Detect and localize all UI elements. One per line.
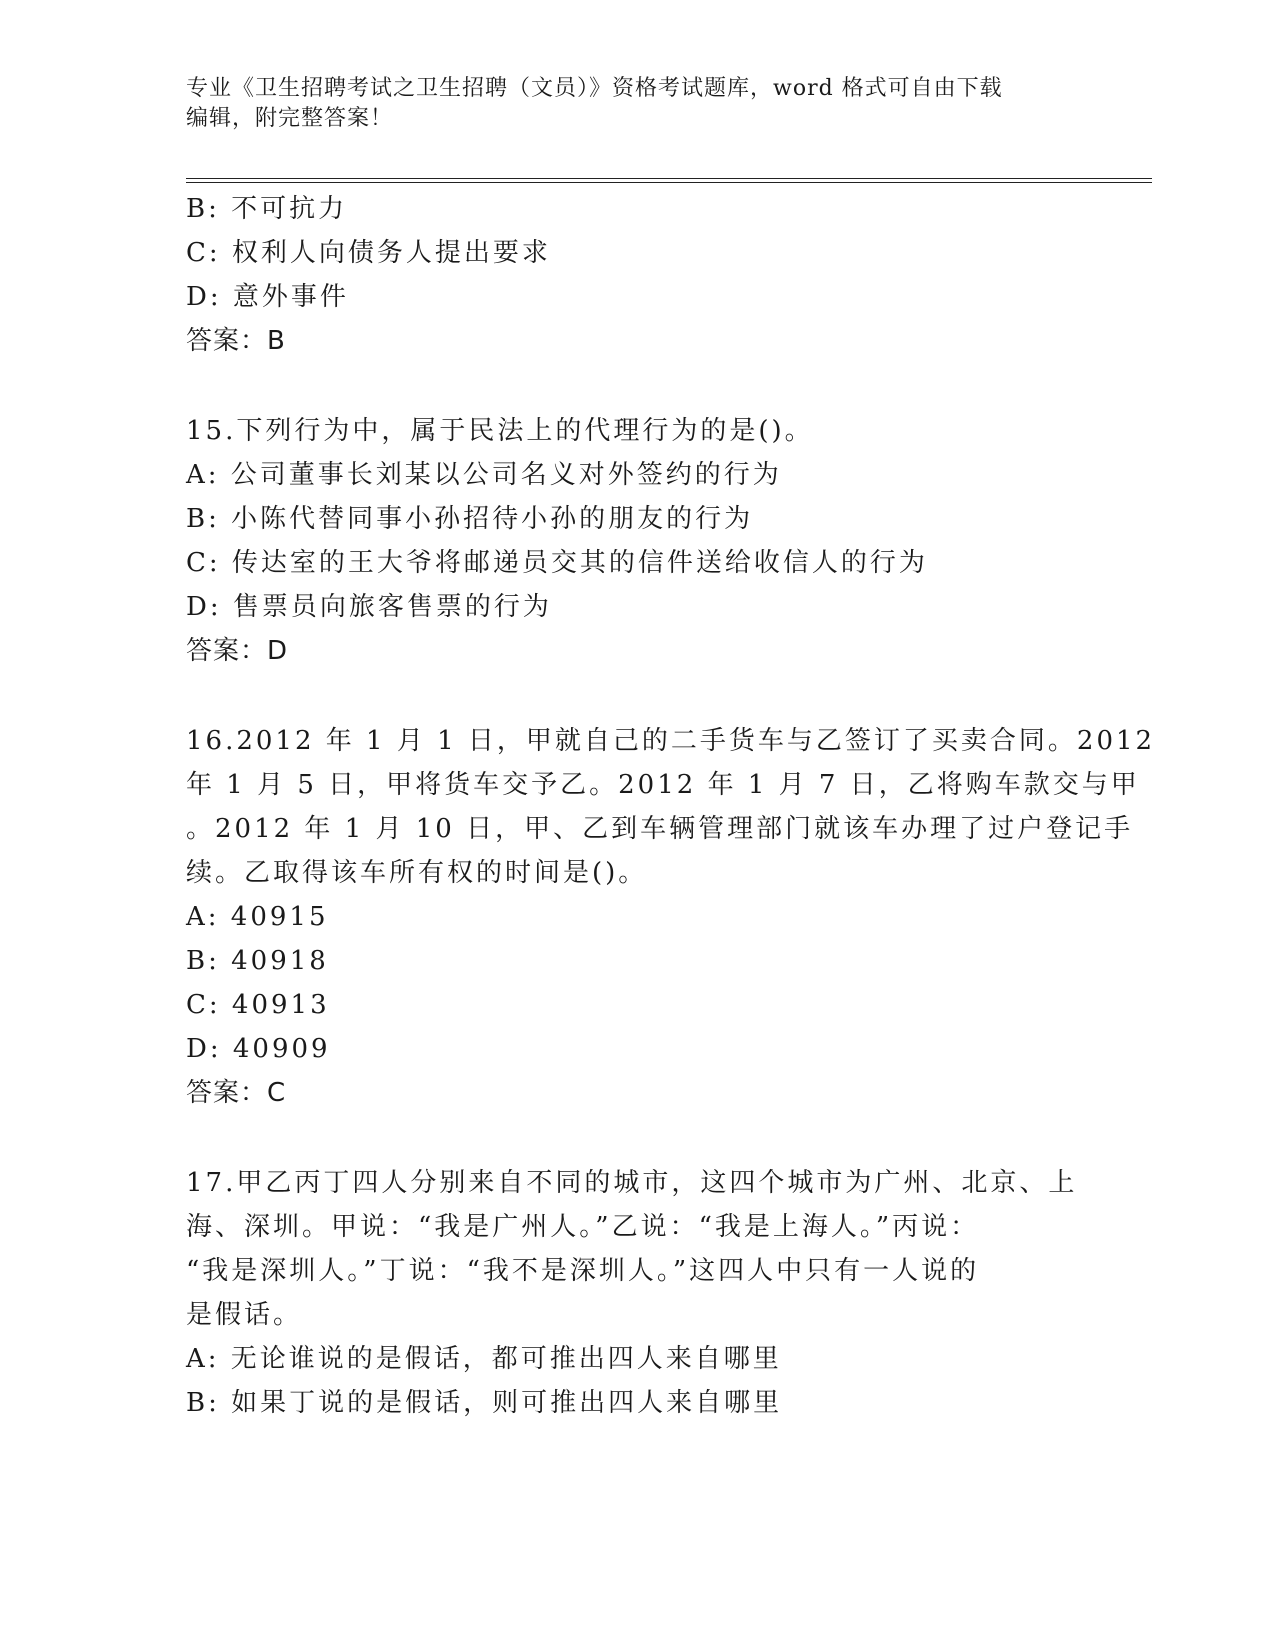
q15-option-c: C: 传达室的王大爷将邮递员交其的信件送给收信人的行为 <box>186 548 928 578</box>
q16-option-b: B: 40918 <box>186 946 329 976</box>
header-line-2: 编辑，附完整答案！ <box>186 106 394 131</box>
q17-stem-line-1: 17.甲乙丙丁四人分别来自不同的城市，这四个城市为广州、北京、上 <box>186 1168 1078 1198</box>
q16-option-a: A: 40915 <box>186 902 329 932</box>
q16-stem-line-4: 续。乙取得该车所有权的时间是()。 <box>186 858 648 888</box>
q15-option-d: D: 售票员向旅客售票的行为 <box>186 592 552 622</box>
q15-stem: 15.下列行为中，属于民法上的代理行为的是()。 <box>186 416 814 446</box>
q14-option-c: C: 权利人向债务人提出要求 <box>186 238 551 268</box>
q15-option-a: A: 公司董事长刘某以公司名义对外签约的行为 <box>186 460 782 490</box>
q17-stem-line-2: 海、深圳。甲说：“我是广州人。”乙说：“我是上海人。”丙说： <box>186 1212 980 1242</box>
document-header <box>186 74 1086 134</box>
q17-stem-line-4: 是假话。 <box>186 1300 303 1330</box>
q16-stem-line-2: 年 1 月 5 日，甲将货车交予乙。2012 年 1 月 7 日，乙将购车款交与甲 <box>186 770 1140 800</box>
header-divider-top <box>186 178 1152 179</box>
q16-option-c: C: 40913 <box>186 990 330 1020</box>
q17-option-a: A: 无论谁说的是假话，都可推出四人来自哪里 <box>186 1344 782 1374</box>
header-divider-bottom <box>186 182 1152 183</box>
q17-option-b: B: 如果丁说的是假话，则可推出四人来自哪里 <box>186 1388 783 1418</box>
q17-stem-line-3: “我是深圳人。”丁说：“我不是深圳人。”这四人中只有一人说的 <box>186 1256 980 1286</box>
q16-option-d: D: 40909 <box>186 1034 331 1064</box>
q14-option-b: B: 不可抗力 <box>186 194 348 224</box>
q15-answer: 答案：D <box>186 636 289 666</box>
q15-option-b: B: 小陈代替同事小孙招待小孙的朋友的行为 <box>186 504 754 534</box>
q14-answer: 答案：B <box>186 326 286 356</box>
q16-stem-line-1: 16.2012 年 1 月 1 日，甲就自己的二手货车与乙签订了买卖合同。2012 <box>186 726 1156 756</box>
q16-stem-line-3: 。2012 年 1 月 10 日，甲、乙到车辆管理部门就该车办理了过户登记手 <box>186 814 1134 844</box>
q14-option-d: D: 意外事件 <box>186 282 349 312</box>
header-line-1: 专业《卫生招聘考试之卫生招聘（文员）》资格考试题库，word 格式可自由下载 <box>186 76 1003 101</box>
q16-answer: 答案：C <box>186 1078 287 1108</box>
